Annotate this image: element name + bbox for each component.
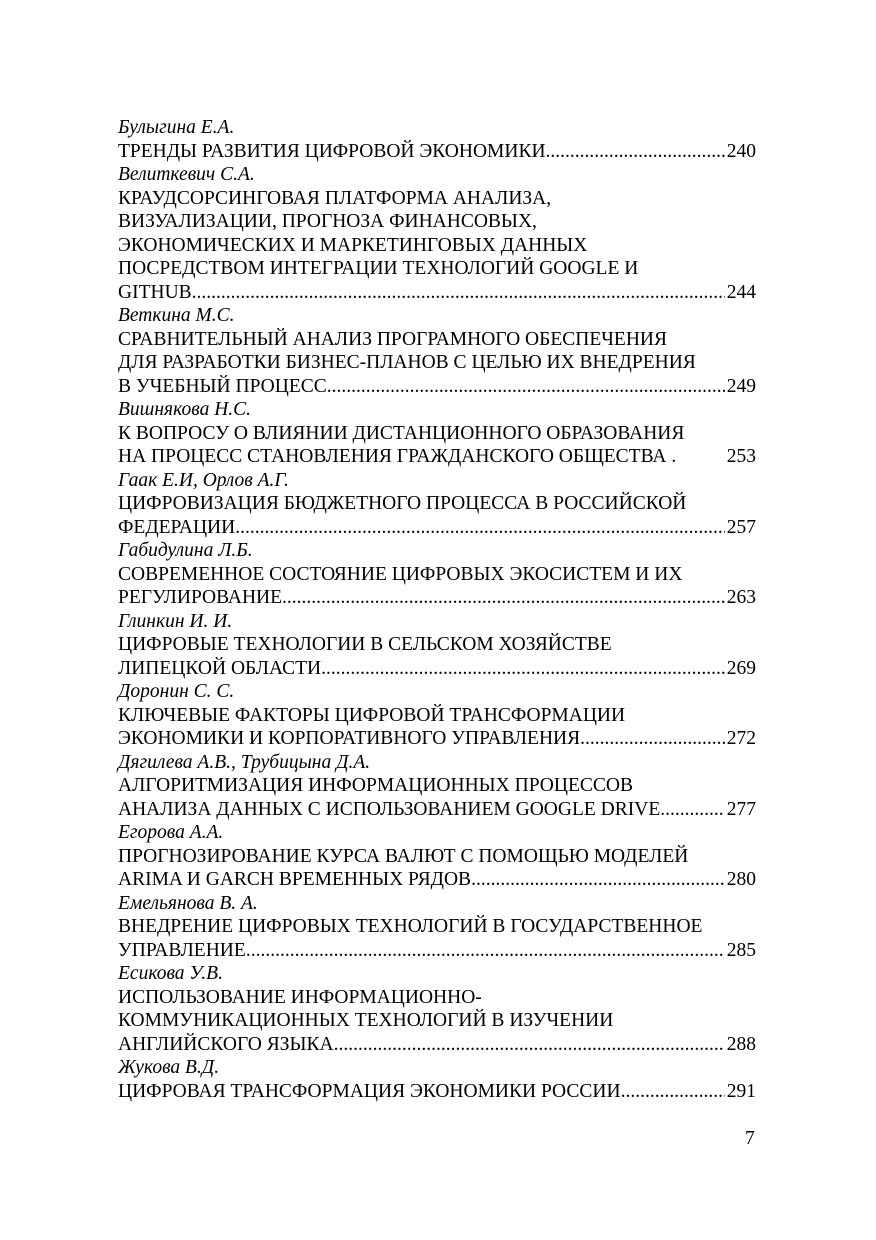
toc-title-line: ARIMA И GARCH ВРЕМЕННЫХ РЯДОВ — [118, 869, 472, 890]
toc-entry — [118, 539, 756, 610]
toc-author: Доронин С. С. — [118, 681, 235, 702]
toc-entry — [118, 962, 756, 1056]
toc-author: Емельянова В. А. — [118, 892, 258, 914]
toc-page-number: 272 — [726, 728, 756, 749]
dot-leader — [192, 281, 725, 305]
toc-title-line: АЛГОРИТМИЗАЦИЯ ИНФОРМАЦИОННЫХ ПРОЦЕССОВ — [118, 775, 633, 796]
toc-page-number: 269 — [726, 657, 756, 679]
toc-title-last-line — [118, 375, 756, 399]
toc-page-number: 280 — [726, 869, 756, 890]
dot-leader — [580, 727, 725, 751]
toc-title-last-line — [118, 1033, 756, 1057]
table-of-contents — [118, 116, 756, 1103]
toc-title-line: АНГЛИЙСКОГО ЯЗЫКА — [118, 1033, 334, 1055]
toc-page-number: 285 — [726, 939, 756, 961]
toc-title-line: СОВРЕМЕННОЕ СОСТОЯНИЕ ЦИФРОВЫХ ЭКОСИСТЕМ И ИХ — [118, 563, 683, 585]
toc-entry — [118, 469, 756, 540]
toc-title-line: ЭКОНОМИЧЕСКИХ И МАРКЕТИНГОВЫХ ДАННЫХ — [118, 234, 588, 256]
toc-entry — [118, 163, 756, 304]
toc-title-line: КОММУНИКАЦИОННЫХ ТЕХНОЛОГИЙ В ИЗУЧЕНИИ — [118, 1010, 614, 1031]
toc-title-line: GITHUB — [118, 281, 192, 303]
toc-title-line: ПОСРЕДСТВОМ ИНТЕГРАЦИИ ТЕХНОЛОГИЙ GOOGLE И — [118, 258, 639, 279]
toc-title-line: АНАЛИЗА ДАННЫХ С ИСПОЛЬЗОВАНИЕМ GOOGLE DRIVE — [118, 798, 661, 820]
toc-title-last-line — [118, 868, 756, 892]
toc-entry — [118, 304, 756, 398]
toc-title-line: УПРАВЛЕНИЕ — [118, 939, 246, 961]
toc-entry — [118, 398, 756, 469]
toc-title-line: ПРОГНОЗИРОВАНИЕ КУРСА ВАЛЮТ С ПОМОЩЬЮ МОДЕЛЕЙ — [118, 845, 689, 867]
toc-title-line: РЕГУЛИРОВАНИЕ — [118, 587, 283, 608]
toc-title-last-line — [118, 657, 756, 681]
dot-leader — [621, 1080, 725, 1104]
toc-title-line: ВИЗУАЛИЗАЦИИ, ПРОГНОЗА ФИНАНСОВЫХ, — [118, 211, 537, 232]
toc-page-number: 263 — [726, 587, 756, 608]
toc-title-last-line — [118, 727, 756, 751]
toc-title-line: СРАВНИТЕЛЬНЫЙ АНАЛИЗ ПРОГРАМНОГО ОБЕСПЕЧЕНИЯ — [118, 328, 667, 350]
toc-page-number: 288 — [726, 1033, 756, 1055]
toc-title-last-line — [118, 281, 756, 305]
toc-entry — [118, 1056, 756, 1103]
toc-title-last-line — [118, 516, 756, 540]
toc-title-last-line — [118, 939, 756, 963]
dot-leader — [246, 939, 725, 963]
dot-leader — [334, 1033, 725, 1057]
toc-author: Велиткевич С.А. — [118, 164, 255, 185]
toc-title-last-line — [118, 445, 756, 469]
dot-leader — [327, 375, 725, 399]
dot-leader — [321, 657, 725, 681]
toc-title-line: ТРЕНДЫ РАЗВИТИЯ ЦИФРОВОЙ ЭКОНОМИКИ — [118, 140, 546, 162]
toc-page-number: 249 — [726, 375, 756, 397]
toc-author: Егорова А.А. — [118, 822, 224, 843]
toc-author: Гаак Е.И, Орлов А.Г. — [118, 469, 289, 491]
toc-title-line: ФЕДЕРАЦИИ — [118, 516, 236, 538]
toc-title-line: ЦИФРОВАЯ ТРАНСФОРМАЦИЯ ЭКОНОМИКИ РОССИИ — [118, 1080, 621, 1102]
dot-leader — [546, 140, 725, 164]
toc-page-number: 291 — [726, 1080, 756, 1102]
dot-leader — [660, 798, 725, 822]
toc-title-line: ДЛЯ РАЗРАБОТКИ БИЗНЕС-ПЛАНОВ С ЦЕЛЬЮ ИХ ВНЕДРЕНИЯ — [118, 352, 696, 373]
page-number: 7 — [745, 1128, 755, 1149]
toc-page-number: 257 — [726, 516, 756, 538]
toc-page-number: 240 — [726, 140, 756, 162]
toc-page-number: 277 — [726, 798, 756, 820]
toc-title-line: ЦИФРОВИЗАЦИЯ БЮДЖЕТНОГО ПРОЦЕССА В РОССИЙСКОЙ — [118, 493, 687, 514]
toc-author: Дягилева А.В., Трубицына Д.А. — [118, 751, 371, 773]
toc-title-last-line — [118, 1080, 756, 1104]
toc-page-number: 244 — [726, 281, 756, 303]
toc-page-number: 253 — [726, 446, 756, 467]
toc-title-last-line — [118, 586, 756, 610]
toc-entry — [118, 892, 756, 963]
toc-title-line: КЛЮЧЕВЫЕ ФАКТОРЫ ЦИФРОВОЙ ТРАНСФОРМАЦИИ — [118, 704, 626, 726]
toc-title-line: ЦИФРОВЫЕ ТЕХНОЛОГИИ В СЕЛЬСКОМ ХОЗЯЙСТВЕ — [118, 634, 612, 655]
toc-entry — [118, 821, 756, 892]
toc-author: Габидулина Л.Б. — [118, 540, 253, 561]
toc-author: Глинкин И. И. — [118, 610, 233, 632]
toc-author: Есикова У.В. — [118, 963, 223, 984]
toc-title-line: В УЧЕБНЫЙ ПРОЦЕСС — [118, 375, 327, 397]
toc-title-line: ЭКОНОМИКИ И КОРПОРАТИВНОГО УПРАВЛЕНИЯ — [118, 728, 581, 749]
toc-title-line: КРАУДСОРСИНГОВАЯ ПЛАТФОРМА АНАЛИЗА, — [118, 187, 552, 209]
toc-title-last-line — [118, 798, 756, 822]
toc-title-line: К ВОПРОСУ О ВЛИЯНИИ ДИСТАНЦИОННОГО ОБРАЗОВАНИЯ — [118, 422, 685, 444]
toc-title-line: ЛИПЕЦКОЙ ОБЛАСТИ — [118, 657, 322, 679]
toc-entry — [118, 116, 756, 163]
toc-entry — [118, 680, 756, 751]
toc-title-last-line — [118, 140, 756, 164]
dot-leader — [471, 868, 725, 892]
toc-entry — [118, 751, 756, 822]
toc-entry — [118, 610, 756, 681]
toc-title-line: ВНЕДРЕНИЕ ЦИФРОВЫХ ТЕХНОЛОГИЙ В ГОСУДАРСТВЕННОЕ — [118, 916, 703, 937]
toc-title-line: НА ПРОЦЕСС СТАНОВЛЕНИЯ ГРАЖДАНСКОГО ОБЩЕСТВА . — [118, 446, 677, 467]
toc-title-line: ИСПОЛЬЗОВАНИЕ ИНФОРМАЦИОННО- — [118, 986, 482, 1008]
toc-author: Булыгина Е.А. — [118, 117, 235, 138]
dot-leader — [235, 516, 725, 540]
toc-author: Жукова В.Д. — [118, 1057, 220, 1078]
toc-author: Вишнякова Н.С. — [118, 399, 252, 420]
dot-leader — [282, 586, 725, 610]
toc-author: Веткина М.С. — [118, 305, 235, 326]
